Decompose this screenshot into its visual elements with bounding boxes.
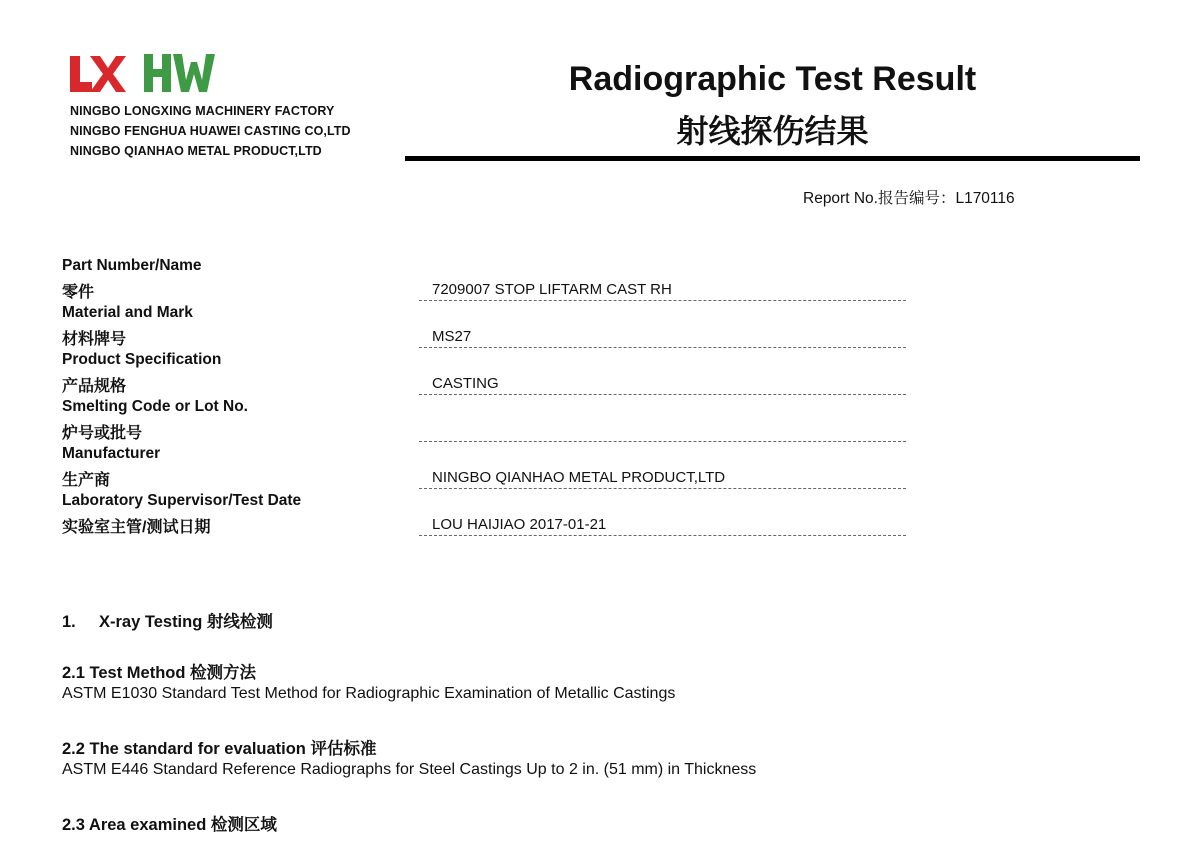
field-lot-number xyxy=(62,398,922,445)
field-underline xyxy=(419,488,906,489)
company-names xyxy=(70,101,351,161)
field-label-en: Smelting Code or Lot No. xyxy=(62,398,248,415)
field-label-zh: 材料牌号 xyxy=(62,331,127,348)
company-name-1: NINGBO LONGXING MACHINERY FACTORY xyxy=(70,104,335,118)
document-title-zh: 射线探伤结果 xyxy=(676,113,869,149)
field-value: NINGBO QIANHAO METAL PRODUCT,LTD xyxy=(432,469,726,486)
section-2-1-heading: 2.1 Test Method 检测方法 xyxy=(62,664,257,682)
company-name-2: NINGBO FENGHUA HUAWEI CASTING CO,LTD xyxy=(70,124,351,138)
section-number: 1. xyxy=(62,613,76,631)
field-material xyxy=(62,304,922,351)
field-underline xyxy=(419,300,906,301)
field-underline xyxy=(419,441,906,442)
field-label-en: Product Specification xyxy=(62,351,222,368)
section-1-heading xyxy=(62,608,273,632)
field-label-en: Material and Mark xyxy=(62,304,193,321)
field-value: CASTING xyxy=(432,375,499,392)
section-2-2-heading: 2.2 The standard for evaluation 评估标准 xyxy=(62,740,377,758)
section-2-1-text: ASTM E1030 Standard Test Method for Radiographic Examination of Metallic Castings xyxy=(62,685,676,702)
field-value: LOU HAIJIAO 2017-01-21 xyxy=(432,516,607,533)
red-logo-mark xyxy=(70,56,126,92)
field-label-en: Manufacturer xyxy=(62,445,161,462)
field-product-spec xyxy=(62,351,922,398)
company-name-3: NINGBO QIANHAO METAL PRODUCT,LTD xyxy=(70,144,322,158)
field-value: MS27 xyxy=(432,328,472,345)
field-label-zh: 零件 xyxy=(62,284,95,301)
field-underline xyxy=(419,535,906,536)
section-2-3-heading: 2.3 Area examined 检测区域 xyxy=(62,816,277,834)
field-label-en: Part Number/Name xyxy=(62,257,202,274)
section-title: X-ray Testing 射线检测 xyxy=(99,613,273,631)
field-underline xyxy=(419,347,906,348)
field-label-zh: 生产商 xyxy=(62,472,111,489)
field-value: 7209007 STOP LIFTARM CAST RH xyxy=(432,281,672,298)
field-part-number xyxy=(62,257,922,304)
field-underline xyxy=(419,394,906,395)
company-logo xyxy=(68,52,218,96)
field-label-zh: 产品规格 xyxy=(62,378,127,395)
field-label-zh: 实验室主管/测试日期 xyxy=(62,519,211,536)
field-label-en: Laboratory Supervisor/Test Date xyxy=(62,492,302,509)
green-logo-mark xyxy=(144,54,215,92)
section-2-2-text: ASTM E446 Standard Reference Radiographs for Steel Castings Up to 2 in. (51 mm) in Thickness xyxy=(62,761,757,778)
document-title-en: Radiographic Test Result xyxy=(568,60,977,98)
field-manufacturer xyxy=(62,445,922,492)
field-supervisor-date xyxy=(62,492,922,539)
field-label-zh: 炉号或批号 xyxy=(62,425,143,442)
title-divider xyxy=(405,156,1140,161)
report-number: Report No.报告编号：L170116 xyxy=(803,190,1015,207)
part-info-table xyxy=(62,257,922,539)
